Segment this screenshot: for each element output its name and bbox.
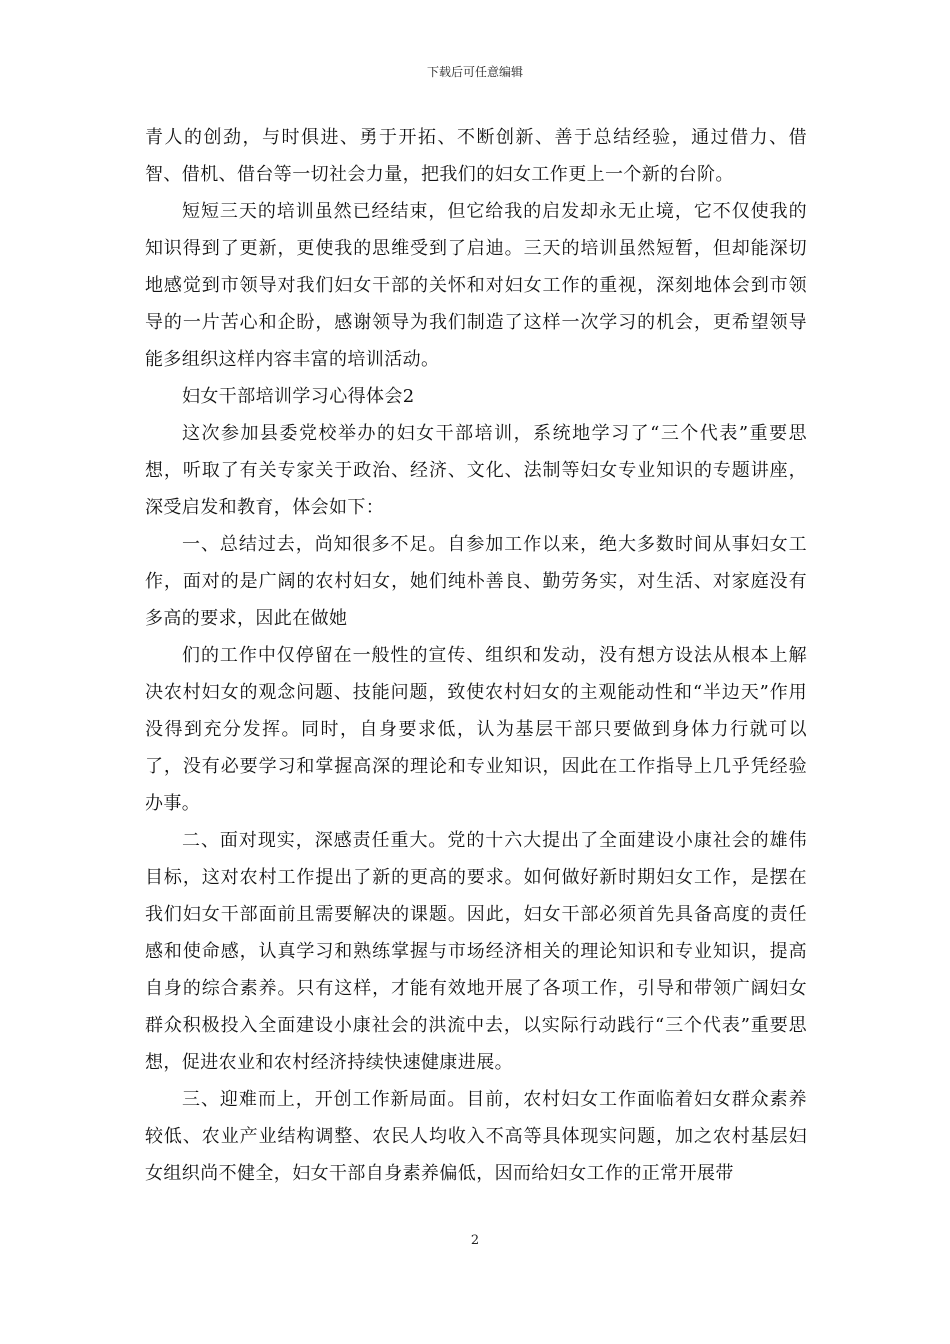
paragraph-point-two: 二、面对现实，深感责任重大。党的十六大提出了全面建设小康社会的雄伟目标，这对农村工作提出了新的更高的要求。如何做好新时期妇女工作，是摆在我们妇女干部面前且需要解决的课题。因此，妇女干部必须首先具备高度的责任感和使命感，认真学习和熟练掌握与市场经济相关的理论知识和专业知识，提高自身的综合素养。只有这样，才能有效地开展了各项工作，引导和带领广阔妇女群众积极投入全面建设小康社会的洪流中去，以实际行动践行“三个代表”重要思想，促进农业和农村经济持续快速健康进展。 [145, 830, 807, 1073]
paragraph-continuation: 青人的创劲，与时俱进、勇于开拓、不断创新、善于总结经验，通过借力、借智、借机、借台等一切社会力量，把我们的妇女工作更上一个新的台阶。 [145, 127, 807, 185]
page-header: 下载后可任意编辑 [426, 65, 523, 79]
paragraph-intro: 这次参加县委党校举办的妇女干部培训，系统地学习了“三个代表”重要思想，听取了有关专家关于政治、经济、文化、法制等妇女专业知识的专题讲座，深受启发和教育，体会如下： [145, 423, 807, 518]
paragraph-point-one-continued: 们的工作中仅停留在一般性的宣传、组织和发动，没有想方设法从根本上解决农村妇女的观念问题、技能问题，致使农村妇女的主观能动性和“半边天”作用没得到充分发挥。同时，自身要求低，认为基层干部只要做到身体力行就可以了，没有必要学习和掌握高深的理论和专业知识，因此在工作指导上几乎凭经验办事。 [145, 645, 807, 814]
paragraph-point-three: 三、迎难而上，开创工作新局面。目前，农村妇女工作面临着妇女群众素养较低、农业产业结构调整、农民人均收入不高等具体现实问题，加之农村基层妇女组织尚不健全，妇女干部自身素养偏低，因而给妇女工作的正常开展带 [145, 1089, 807, 1184]
paragraph-training-reflection: 短短三天的培训虽然已经结束，但它给我的启发却永无止境，它不仅使我的知识得到了更新，更使我的思维受到了启迪。三天的培训虽然短暂，但却能深切地感觉到市领导对我们妇女干部的关怀和对妇女工作的重视，深刻地体会到市领导的一片苦心和企盼，感谢领导为我们制造了这样一次学习的机会，更希望领导能多组织这样内容丰富的培训活动。 [145, 201, 807, 370]
page-number: 2 [470, 1233, 480, 1248]
paragraph-point-one: 一、总结过去，尚知很多不足。自参加工作以来，绝大多数时间从事妇女工作，面对的是广阔的农村妇女，她们纯朴善良、勤劳务实，对生活、对家庭没有多高的要求，因此在做她 [145, 534, 807, 629]
section-title: 妇女干部培训学习心得体会2 [182, 386, 415, 407]
document-body [145, 119, 807, 1192]
